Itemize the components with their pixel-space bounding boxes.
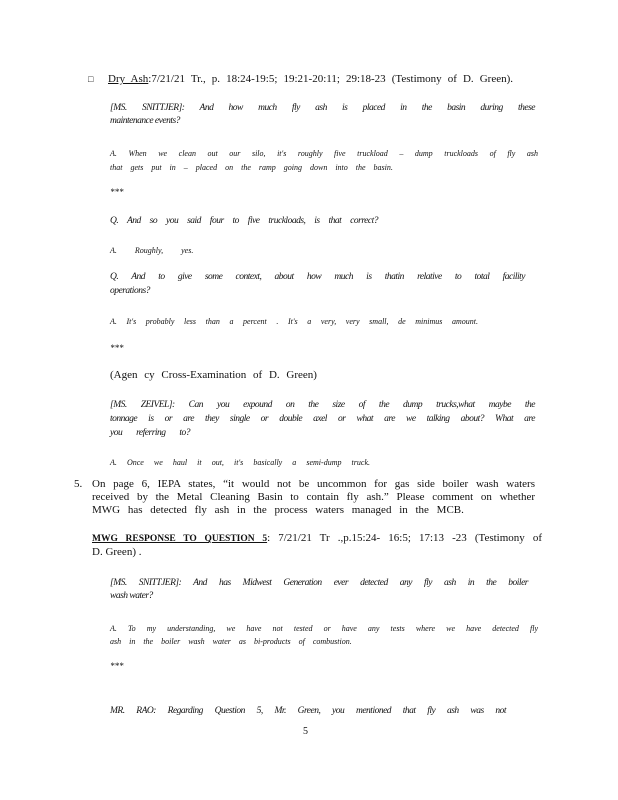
response-label: MWG RESPONSE TO QUESTION 5 bbox=[92, 534, 268, 544]
dry-ash-label: Dry Ash bbox=[108, 73, 149, 85]
response-citation: : 7/21/21 Tr .,p.15:24- 16:5; 17:13 -23 (Testimony of bbox=[267, 532, 543, 544]
dry-ash-citation: :7/21/21 Tr., p. 18:24-19:5; 19:21-20:11; 29:18-23 (Testimony of D. Green). bbox=[148, 73, 514, 85]
answer-5-line-2: ash in the boiler wash water as bi-products of combustion. bbox=[110, 637, 352, 646]
item-5-line-3: MWG has detected fly ash in the process waters managed in the MCB. bbox=[92, 504, 464, 516]
question-2: Q. And so you said four to five truckloads, is that correct? bbox=[110, 216, 378, 226]
question-1-line-2: maintenance events? bbox=[110, 116, 180, 126]
bullet-icon: □ bbox=[88, 74, 94, 84]
answer-1-line-1: A. When we clean out our silo, it's roughly five truckload – dump truckloads of fly ash bbox=[110, 149, 538, 158]
answer-3: A. It's probably less than a percent . It's a very, very small, de minimus amount. bbox=[110, 317, 478, 326]
ellipsis-stars-3: *** bbox=[110, 661, 124, 671]
question-3-line-2: operations? bbox=[110, 286, 150, 296]
question-6: MR. RAO: Regarding Question 5, Mr. Green, you mentioned that fly ash was not bbox=[110, 706, 506, 716]
page-number: 5 bbox=[303, 726, 308, 737]
question-1-line-1: [MS. SNITTJER]: And how much fly ash is placed in the basin during these bbox=[110, 103, 535, 113]
answer-4: A. Once we haul it out, it's basically a semi-dump truck. bbox=[110, 458, 370, 467]
question-5-line-2: wash water? bbox=[110, 591, 153, 601]
answer-1-line-2: that gets put in – placed on the ramp going down into the basin. bbox=[110, 163, 393, 172]
question-3-line-1: Q. And to give some context, about how much is thatin relative to total facility bbox=[110, 272, 525, 282]
response-citation-continued: D. Green) . bbox=[92, 546, 142, 558]
answer-2: A. Roughly, yes. bbox=[110, 246, 194, 255]
question-4-line-1: [MS. ZEIVEL]: Can you expound on the size of the dump trucks,what maybe the bbox=[110, 400, 535, 410]
response-heading-line bbox=[92, 532, 542, 544]
answer-5-line-1: A. To my understanding, we have not tested or have any tests where we have detected fly bbox=[110, 624, 538, 633]
question-4-line-3: you referring to? bbox=[110, 428, 191, 438]
question-4-line-2: tonnage is or are they single or double axel or what are we talking about? What are bbox=[110, 414, 535, 424]
question-5-line-1: [MS. SNITTJER]: And has Midwest Generation ever detected any fly ash in the boiler bbox=[110, 578, 528, 588]
agency-cross-examination-heading: (Agen cy Cross-Examination of D. Green) bbox=[110, 369, 317, 381]
dry-ash-citation-line bbox=[108, 73, 513, 85]
item-5-line-1: On page 6, IEPA states, “it would not be uncommon for gas side boiler wash waters bbox=[92, 478, 535, 490]
ellipsis-stars-1: *** bbox=[110, 187, 124, 197]
item-5-number: 5. bbox=[74, 478, 83, 490]
ellipsis-stars-2: *** bbox=[110, 343, 124, 353]
item-5-line-2: received by the Metal Cleaning Basin to contain fly ash.” Please comment on whether bbox=[92, 491, 535, 503]
